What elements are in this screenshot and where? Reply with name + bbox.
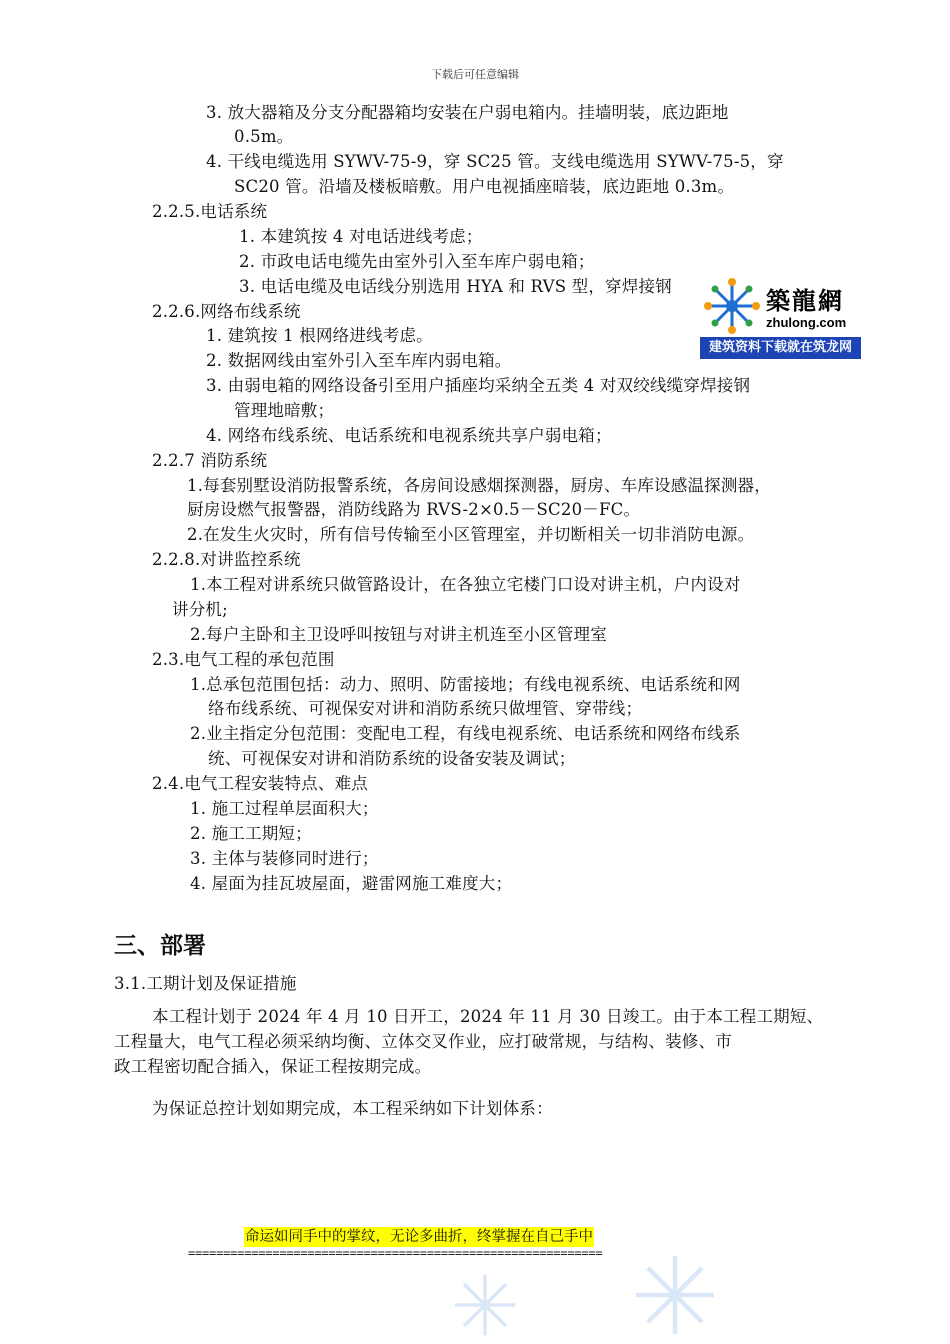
zhulong-logo <box>700 275 861 359</box>
feature-item-1: 1. 施工过程单层面积大； <box>190 799 379 818</box>
phone-item-1: 1. 本建筑按 4 对电话进线考虑； <box>239 227 483 246</box>
network-item-3-line1: 3. 由弱电箱的网络设备引至用户插座均采纳全五类 4 对双绞线缆穿焊接钢 <box>206 376 751 395</box>
paragraph-1-line2: 工程量大，电气工程必须采纳均衡、立体交叉作业，应打破常规，与结构、装修、市 <box>114 1032 732 1051</box>
logo-name-cn: 築龍網 <box>766 286 844 315</box>
decorative-snowflake-icon <box>450 1270 520 1340</box>
intercom-item-1-line1: 1.本工程对讲系统只做管路设计，在各独立宅楼门口设对讲主机，户内设对 <box>190 575 741 594</box>
heading-2-4: 2.4.电气工程安装特点、难点 <box>152 774 368 793</box>
intercom-item-2: 2.每户主卧和主卫设呼叫按钮与对讲主机连至小区管理室 <box>190 625 607 644</box>
tv-item-3-line1: 3. 放大器箱及分支分配器箱均安装在户弱电箱内。挂墙明装，底边距地 <box>206 103 729 122</box>
tv-item-3-line2: 0.5m。 <box>234 127 294 146</box>
heading-2-3: 2.3.电气工程的承包范围 <box>152 650 335 669</box>
feature-item-2: 2. 施工工期短； <box>190 824 312 843</box>
page-header: 下载后可任意编辑 <box>431 68 519 81</box>
paragraph-1-line3: 政工程密切配合插入，保证工程按期完成。 <box>114 1057 432 1076</box>
scope-item-1-line2: 络布线系统、可视保安对讲和消防系统只做埋管、穿带线； <box>208 699 643 718</box>
network-item-3-line2: 管理地暗敷； <box>234 401 335 420</box>
feature-item-3: 3. 主体与装修同时进行； <box>190 849 379 868</box>
logo-slogan: 建筑资料下载就在筑龙网 <box>700 337 861 359</box>
footer-motto: 命运如同手中的掌纹，无论多曲折，终掌握在自己手中 <box>245 1229 593 1245</box>
heading-2-2-7: 2.2.7 消防系统 <box>152 451 268 470</box>
paragraph-1-line1: 本工程计划于 2024 年 4 月 10 日开工，2024 年 11 月 30 日竣工。由于本工程工期短、 <box>152 1007 824 1026</box>
section-title: 三、部署 <box>114 933 206 959</box>
logo-domain: zhulong.com <box>766 315 847 330</box>
heading-3-1: 3.1.工期计划及保证措施 <box>114 974 297 993</box>
fire-item-1-line1: 1.每套别墅设消防报警系统，各房间设感烟探测器，厨房、车库设感温探测器， <box>187 476 771 495</box>
intercom-item-1-line2: 讲分机; <box>172 600 228 619</box>
decorative-snowflake-icon <box>630 1250 720 1340</box>
fire-item-1-line2: 厨房设燃气报警器，消防线路为 RVS-2×0.5－SC20－FC。 <box>187 500 641 519</box>
phone-item-2: 2. 市政电话电缆先由室外引入至车库户弱电箱； <box>239 252 595 271</box>
footer-rule: =========================================================== <box>188 1246 603 1260</box>
tv-item-4-line2: SC20 管。沿墙及楼板暗敷。用户电视插座暗装，底边距地 0.3m。 <box>234 177 735 196</box>
heading-2-2-5: 2.2.5.电话系统 <box>152 202 268 221</box>
network-item-2: 2. 数据网线由室外引入至车库内弱电箱。 <box>206 351 512 370</box>
scope-item-1-line1: 1.总承包范围包括：动力、照明、防雷接地；有线电视系统、电话系统和网 <box>190 675 741 694</box>
fire-item-2: 2.在发生火灾时，所有信号传输至小区管理室，并切断相关一切非消防电源。 <box>187 525 755 544</box>
network-item-1: 1. 建筑按 1 根网络进线考虑。 <box>206 326 433 345</box>
tv-item-4-line1: 4. 干线电缆选用 SYWV-75-9，穿 SC25 管。支线电缆选用 SYWV-75-5，穿 <box>206 152 784 171</box>
feature-item-4: 4. 屋面为挂瓦坡屋面，避雷网施工难度大； <box>190 874 513 893</box>
heading-2-2-6: 2.2.6.网络布线系统 <box>152 302 301 321</box>
network-item-4: 4. 网络布线系统、电话系统和电视系统共享户弱电箱； <box>206 426 612 445</box>
snowflake-logo-icon <box>702 276 762 336</box>
scope-item-2-line2: 统、可视保安对讲和消防系统的设备安装及调试； <box>208 749 576 768</box>
scope-item-2-line1: 2.业主指定分包范围：变配电工程，有线电视系统、电话系统和网络布线系 <box>190 724 741 743</box>
phone-item-3: 3. 电话电缆及电话线分别选用 HYA 和 RVS 型，穿焊接钢 <box>239 277 672 296</box>
paragraph-2: 为保证总控计划如期完成，本工程采纳如下计划体系： <box>152 1099 553 1118</box>
heading-2-2-8: 2.2.8.对讲监控系统 <box>152 550 301 569</box>
